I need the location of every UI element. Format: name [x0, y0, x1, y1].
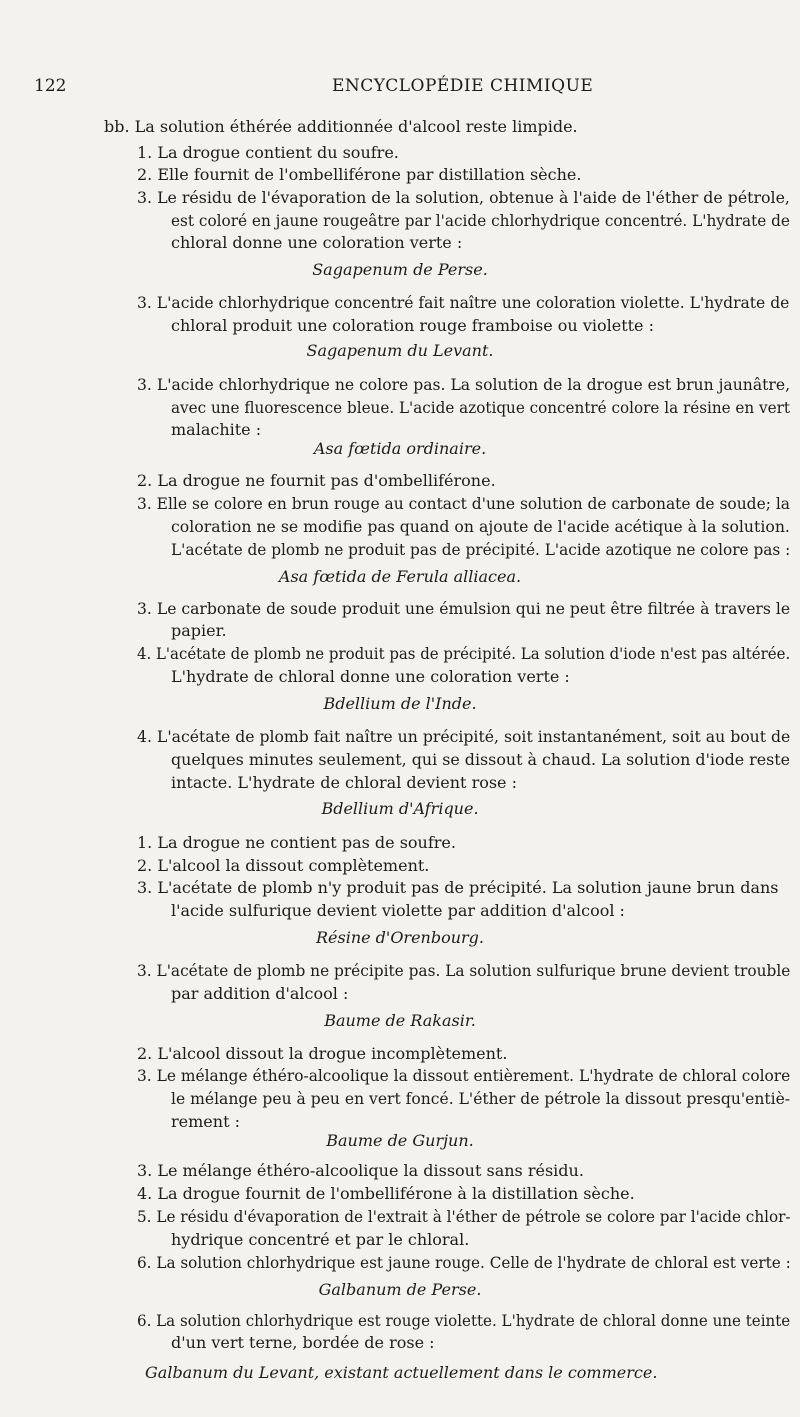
text-line: quelques minutes seulement, qui se dissout à chaud. La solution d'iode reste [171, 750, 791, 769]
drug-name: Asa fœtida ordinaire. [313, 439, 487, 458]
text-line: chloral donne une coloration verte : [171, 233, 463, 252]
text-line: 4. La drogue fournit de l'ombelliférone à la distillation sèche. [137, 1184, 635, 1203]
text-line: 1. La drogue ne contient pas de soufre. [137, 833, 456, 852]
text-line: 3. Le mélange éthéro-alcoolique la dissout sans résidu. [137, 1161, 584, 1180]
drug-name: Bdellium de l'Inde. [323, 694, 477, 713]
drug-name-final: Galbanum du Levant, existant actuellement dans le commerce. [145, 1363, 658, 1382]
text-line: 2. L'alcool dissout la drogue incomplètement. [137, 1044, 508, 1063]
text-line: d'un vert terne, bordée de rose : [171, 1333, 435, 1352]
text-line: 3. L'acide chlorhydrique concentré fait naître une coloration violette. L'hydrate de [137, 293, 790, 312]
text-line: 3. L'acide chlorhydrique ne colore pas. La solution de la drogue est brun jaunâtre, [137, 375, 791, 394]
text-line: 6. La solution chlorhydrique est jaune rouge. Celle de l'hydrate de chloral est verte : [137, 1253, 791, 1272]
text-line: 2. La drogue ne fournit pas d'ombelliférone. [137, 471, 496, 490]
text-line: rement : [171, 1112, 240, 1131]
text-line: 6. La solution chlorhydrique est rouge violette. L'hydrate de chloral donne une teinte [137, 1311, 791, 1330]
text-line: par addition d'alcool : [171, 984, 349, 1003]
text-line: 3. Elle se colore en brun rouge au contact d'une solution de carbonate de soude; la [137, 494, 791, 513]
text-line: 4. L'acétate de plomb ne produit pas de précipité. La solution d'iode n'est pas altérée. [137, 644, 791, 663]
text-line: 2. Elle fournit de l'ombelliférone par distillation sèche. [137, 165, 582, 184]
text-line: 1. La drogue contient du soufre. [137, 143, 399, 162]
drug-name: Galbanum de Perse. [318, 1280, 482, 1299]
text-line: 3. Le carbonate de soude produit une émulsion qui ne peut être filtrée à travers le [137, 599, 791, 618]
drug-name: Baume de Gurjun. [326, 1131, 474, 1150]
text-line: 3. Le résidu de l'évaporation de la solution, obtenue à l'aide de l'éther de pétrole, [137, 188, 790, 207]
key-heading-bb: bb. La solution éthérée additionnée d'alcool reste limpide. [104, 117, 578, 136]
text-line: est coloré en jaune rougeâtre par l'acide chlorhydrique concentré. L'hydrate de [171, 211, 790, 230]
text-line: intacte. L'hydrate de chloral devient rose : [171, 773, 517, 792]
text-line: L'acétate de plomb ne produit pas de précipité. L'acide azotique ne colore pas : [171, 540, 791, 559]
text-line: 4. L'acétate de plomb fait naître un précipité, soit instantanément, soit au bout de [137, 727, 791, 746]
text-line: 3. L'acétate de plomb n'y produit pas de précipité. La solution jaune brun dans [137, 878, 779, 897]
text-line: coloration ne se modifie pas quand on ajoute de l'acide acétique à la solution. [171, 517, 790, 536]
text-line: avec une fluorescence bleue. L'acide azotique concentré colore la résine en vert [171, 398, 790, 417]
drug-name: Résine d'Orenbourg. [315, 928, 485, 947]
text-line: 3. L'acétate de plomb ne précipite pas. La solution sulfurique brune devient trouble [137, 961, 791, 980]
text-line: L'hydrate de chloral donne une coloration verte : [171, 667, 570, 686]
text-line: chloral produit une coloration rouge framboise ou violette : [171, 316, 654, 335]
text-line: hydrique concentré et par le chloral. [171, 1230, 470, 1249]
drug-name: Bdellium d'Afrique. [321, 799, 479, 818]
running-header [34, 76, 770, 102]
drug-name: Baume de Rakasir. [324, 1011, 476, 1030]
drug-name: Sagapenum du Levant. [306, 341, 494, 360]
text-line: malachite : [171, 420, 262, 439]
text-line: papier. [171, 621, 227, 640]
page-number: 122 [34, 76, 67, 96]
text-line: l'acide sulfurique devient violette par addition d'alcool : [171, 901, 625, 920]
text-line: 2. L'alcool la dissout complètement. [137, 856, 430, 875]
drug-name: Sagapenum de Perse. [312, 260, 488, 279]
text-line: 5. Le résidu d'évaporation de l'extrait à l'éther de pétrole se colore par l'acide chlor- [137, 1207, 791, 1226]
text-line: 3. Le mélange éthéro-alcoolique la dissout entièrement. L'hydrate de chloral colore [137, 1066, 791, 1085]
running-title: ENCYCLOPÉDIE CHIMIQUE [332, 76, 594, 96]
text-line: le mélange peu à peu en vert foncé. L'éther de pétrole la dissout presqu'entiè- [171, 1089, 791, 1108]
drug-name: Asa fœtida de Ferula alliacea. [278, 567, 522, 586]
